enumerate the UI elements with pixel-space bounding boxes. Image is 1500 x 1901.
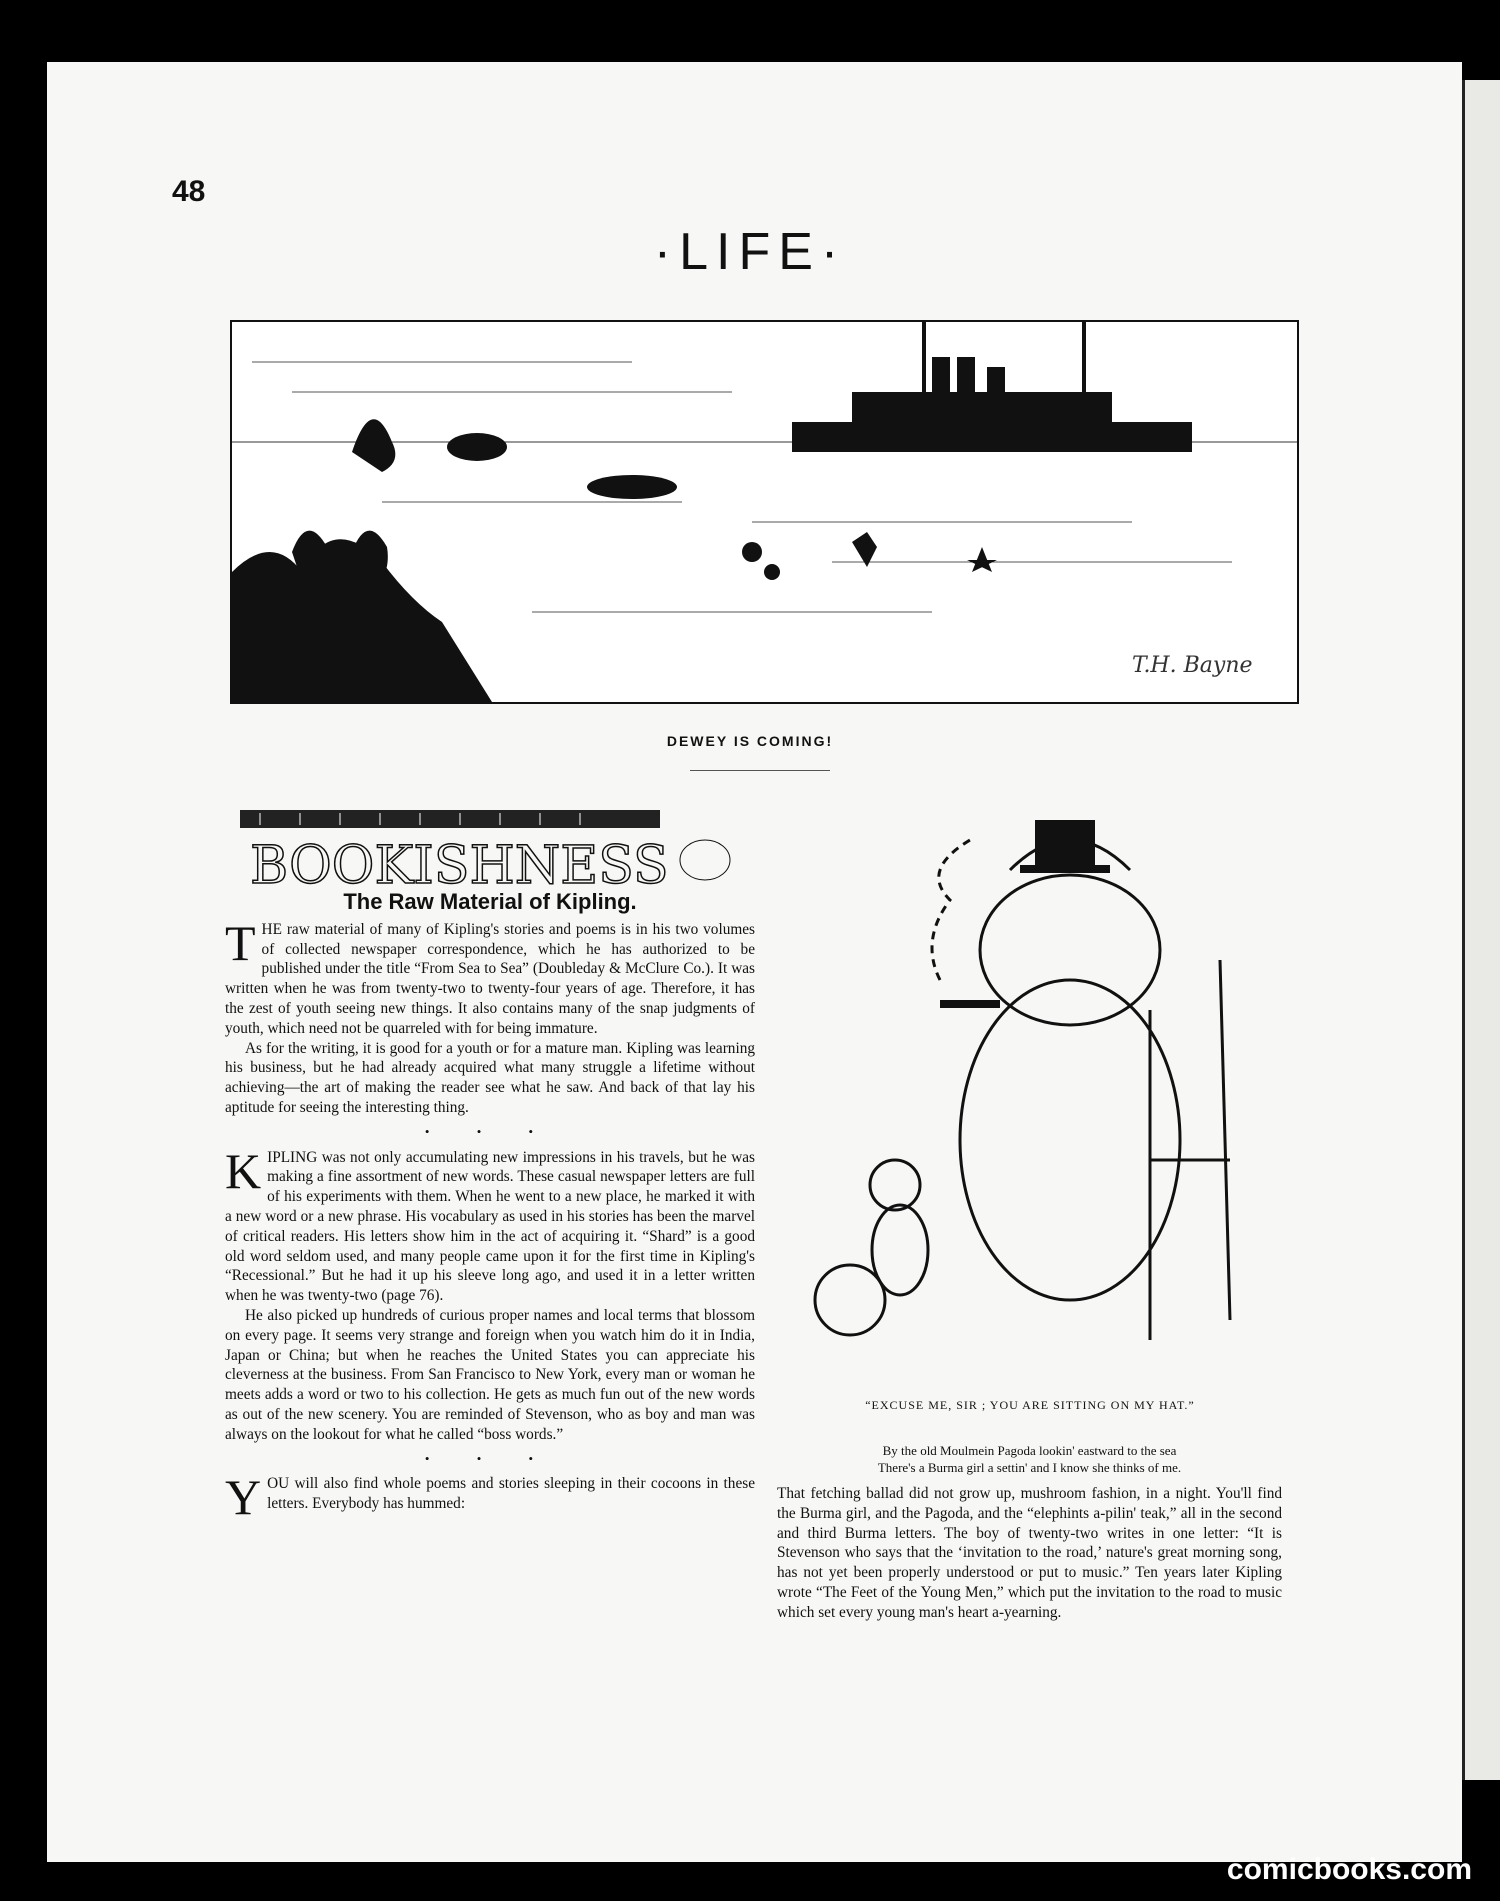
banner-title: BOOKISHNESS: [250, 836, 669, 896]
drop-cap: T: [225, 914, 256, 971]
section-divider: • • •: [424, 1450, 556, 1466]
verse-line: By the old Moulmein Pagoda lookin' eastward to the sea: [882, 1443, 1177, 1458]
paragraph-6: That fetching ballad did not grow up, mushroom fashion, in a night. You'll find the Burma girl, and the Pagoda, and the “elephints a-pilin' teak,” all in the second and third Burma letters. The boy of twenty-two writes in one letter: “It is Stevenson who says that the ‘invitation to the road,’ nature's great morning song, has not yet been properly understood or put to music.” Ten years later Kipling wrote “The Feet of the Young Men,” which put the invitation to the road to music which set every young man's heart a-yearning.: [777, 1485, 1282, 1621]
illustration-caption: DEWEY IS COMING!: [666, 733, 834, 749]
paragraph-4: He also picked up hundreds of curious proper names and local terms that blossom on every page. It seems very strange and foreign when you watch him do it in India, Japan or China; but when he reaches the United States you can appreciate his cleverness at the business. From San Francisco to New York, every man or woman he meets adds a word or two to his collection. He gets as much fun out of the new words as out of the new scenery. You are reminded of Stevenson, who as boy and man was always on the lookout for what he called “boss words.”: [225, 1306, 755, 1443]
paragraph-2: As for the writing, it is good for a youth or for a mature man. Kipling was learning his business, but he had already acquired what many struggle a lifetime without achieving—the art of making the reader see what he saw. And back of that lay his aptitude for seeing the interesting thing.: [225, 1039, 755, 1116]
adjacent-page-edge: [1462, 80, 1500, 1780]
paragraph-1: THE raw material of many of Kipling's stories and poems is in his two volumes of collected newspaper correspondence, which he has authorized to be published under the title “From Sea to Sea” (Doubleday & McClure Co.). It was written when he was from twenty-two to twenty-four years of age. Therefore, it has the zest of youth seeing new things. It also contains many of the snap judgments of youth, which need not be quarreled with for being immature.: [225, 914, 755, 1037]
bookishness-banner: [240, 805, 740, 900]
article-title: The Raw Material of Kipling.: [343, 889, 637, 914]
paragraph-3: KIPLING was not only accumulating new impressions in his travels, but he was making a fine assortment of new words. These casual newspaper letters are full of his experiments with them. When he went to a new place, he marked it with a new word or a new phrase. His vocabulary as used in his stories has been the marvel of critical readers. His letters show him in the act of acquiring it. “Shard” is a good old word seldom used, and many people came upon it for the first time in Kipling's “Recessional.” But he had it up his sleeve long ago, and used it in a letter written when he was twenty-two (page 76).: [225, 1142, 755, 1305]
page-number: 48: [172, 175, 206, 208]
masthead: ·LIFE·: [653, 223, 847, 281]
site-watermark: comicbooks.com: [1226, 1853, 1472, 1886]
hippo-cartoon: [790, 780, 1270, 1350]
verse: [777, 1442, 1282, 1476]
verse-line: There's a Burma girl a settin' and I know she thinks of me.: [877, 1460, 1182, 1475]
paragraph-5: YOU will also find whole poems and stories sleeping in their cocoons in these letters. Everybody has hummed:: [225, 1469, 755, 1526]
section-divider: • • •: [424, 1123, 556, 1139]
article-right-column: [777, 1442, 1282, 1623]
dewey-illustration: [230, 320, 1299, 704]
drop-cap: K: [225, 1142, 262, 1199]
cartoon-caption: “EXCUSE ME, SIR ; YOU ARE SITTING ON MY HAT.”: [865, 1398, 1195, 1412]
caption-rule: [690, 770, 830, 771]
artist-signature: T.H. Bayne: [1132, 653, 1253, 678]
article-left-column: [225, 889, 755, 1526]
drop-cap: Y: [225, 1469, 262, 1526]
